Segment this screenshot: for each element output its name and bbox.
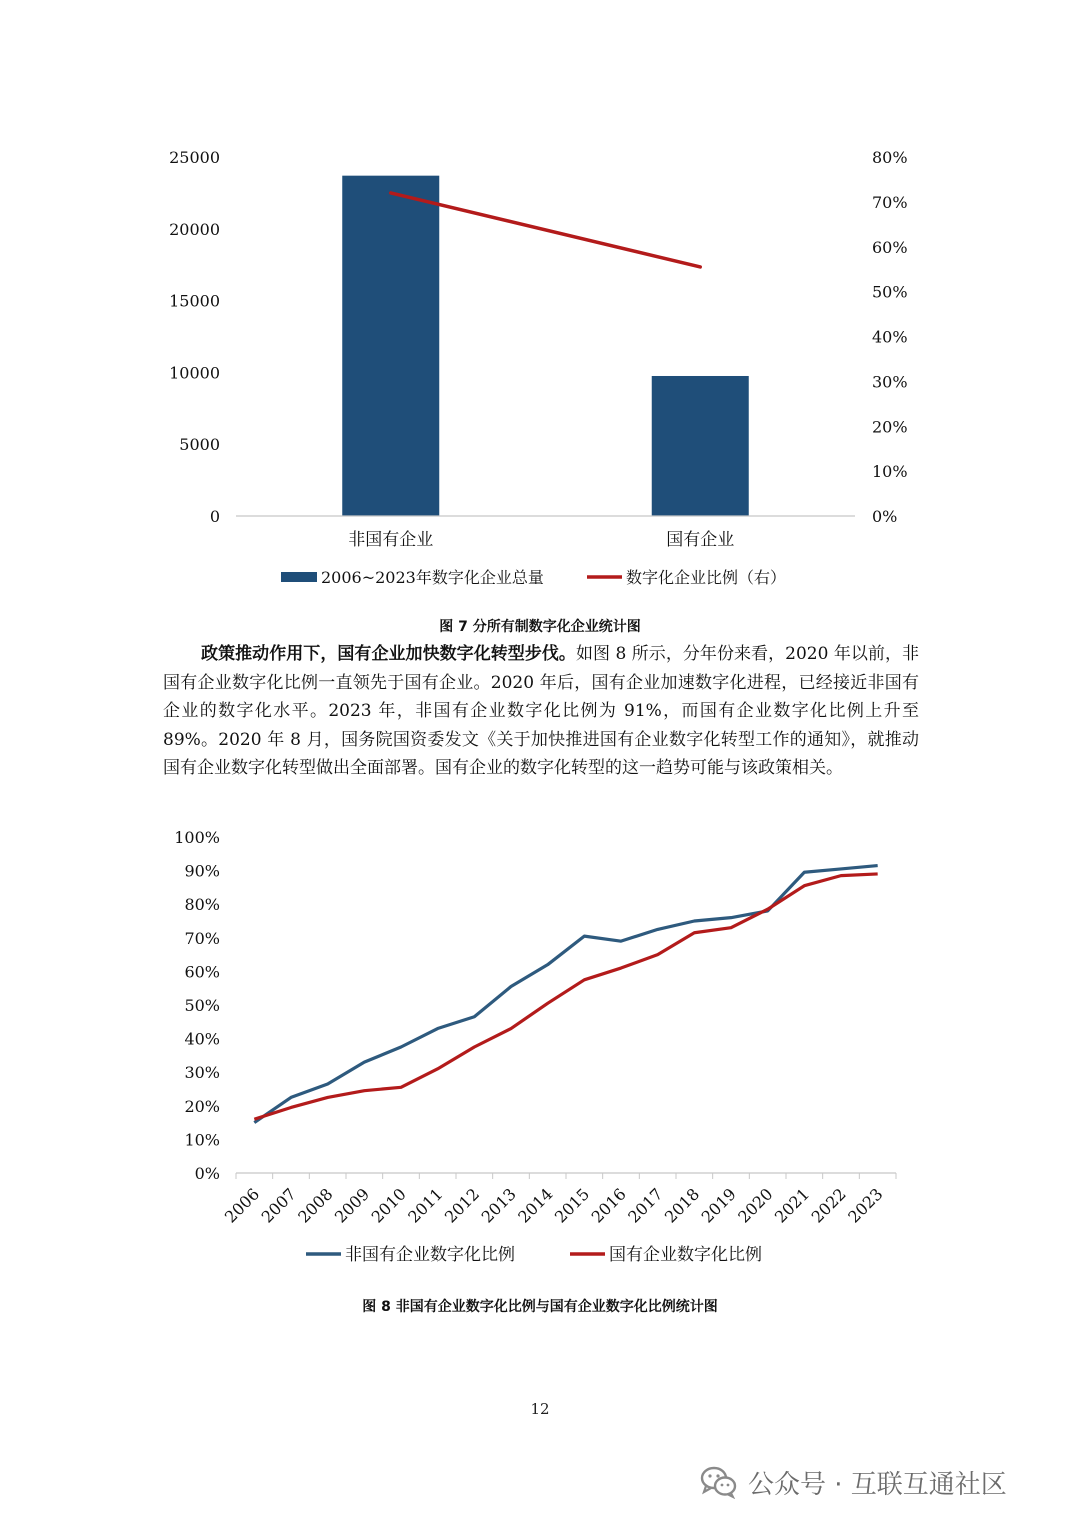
x-tick-label: 2015 <box>550 1184 594 1227</box>
y-tick-label: 60% <box>184 962 220 982</box>
y-tick-label: 20000 <box>169 219 220 239</box>
y-tick-label: 50% <box>184 996 220 1015</box>
y2-tick-label: 30% <box>872 372 908 392</box>
x-tick-label: 2016 <box>587 1184 630 1227</box>
y-tick-label: 30% <box>184 1063 220 1083</box>
watermark-text: 公众号 · 互联互通社区 <box>748 1469 1007 1500</box>
legend-swatch-bar <box>281 572 317 582</box>
y2-tick-label: 0% <box>872 507 898 526</box>
x-tick-label: 国有企业 <box>666 530 735 550</box>
y2-tick-label: 10% <box>872 462 908 482</box>
y-tick-label: 5000 <box>179 435 220 455</box>
y-tick-label: 90% <box>184 861 220 881</box>
y-tick-label: 15000 <box>169 291 220 311</box>
y-tick-label: 40% <box>184 1029 220 1049</box>
figure8-caption: 图 8 非国有企业数字化比例与国有企业数字化比例统计图 <box>362 1299 718 1315</box>
y-tick-label: 100% <box>174 828 220 847</box>
x-tick-label: 2022 <box>807 1184 850 1227</box>
x-tick-label: 非国有企业 <box>348 530 434 550</box>
x-tick-label: 2012 <box>440 1184 484 1227</box>
x-tick-label: 2023 <box>844 1184 887 1227</box>
x-tick-label: 2009 <box>330 1184 374 1227</box>
legend-label: 数字化企业比例（右） <box>626 568 787 587</box>
x-tick-label: 2021 <box>770 1184 814 1227</box>
y2-tick-label: 40% <box>872 327 908 347</box>
x-tick-label: 2014 <box>514 1184 557 1227</box>
x-tick-label: 2008 <box>294 1184 337 1227</box>
legend-label: 非国有企业数字化比例 <box>345 1245 515 1265</box>
legend-label: 国有企业数字化比例 <box>609 1245 762 1265</box>
page-number: 12 <box>530 1400 550 1418</box>
x-tick-label: 2018 <box>660 1184 704 1227</box>
bar <box>652 376 749 516</box>
x-tick-label: 2013 <box>477 1184 520 1227</box>
x-tick-label: 2006 <box>220 1184 264 1227</box>
y-tick-label: 70% <box>184 928 220 948</box>
y2-tick-label: 70% <box>872 192 908 212</box>
y-tick-label: 0 <box>209 507 220 526</box>
x-tick-label: 2017 <box>624 1184 667 1227</box>
figure8-chart <box>0 820 1080 1300</box>
y-tick-label: 10000 <box>169 363 220 383</box>
y2-tick-label: 50% <box>872 282 908 302</box>
x-tick-label: 2007 <box>257 1184 300 1227</box>
figure7-caption: 图 7 分所有制数字化企业统计图 <box>439 619 641 635</box>
x-tick-label: 2019 <box>697 1184 740 1227</box>
y-tick-label: 20% <box>184 1096 220 1116</box>
y-tick-label: 0% <box>194 1164 220 1183</box>
series-line-state <box>254 874 877 1119</box>
watermark <box>700 1462 1007 1502</box>
y-tick-label: 10% <box>184 1130 220 1150</box>
series-line-nonstate <box>254 866 877 1123</box>
y2-tick-label: 80% <box>872 148 908 167</box>
legend-label: 2006~2023年数字化企业总量 <box>321 568 544 587</box>
y-tick-label: 80% <box>184 895 220 915</box>
wechat-icon <box>700 1465 738 1499</box>
paragraph-text: 如图 8 所示，分年份来看，2020 年以前，非国有企业数字化比例一直领先于国有企业。2020 年后，国有企业加速数字化进程，已经接近非国有企业的数字化水平。2023 年，非国有企业数字化比例为 91%，而国有企业数字化比例上升至 89%。2020 年 8 月，国务院国资委发文《关于加快推进国有企业数字化转型工作的通知》，就推动国有企业数字化转型做出全面部署。国有企业的数字化转型的这一趋势可能与该政策相关。 <box>163 644 920 778</box>
x-tick-label: 2020 <box>734 1184 777 1227</box>
y2-tick-label: 60% <box>872 237 908 257</box>
x-tick-label: 2011 <box>404 1184 447 1227</box>
y2-tick-label: 20% <box>872 417 908 437</box>
x-tick-label: 2010 <box>367 1184 410 1227</box>
y-tick-label: 25000 <box>169 148 220 167</box>
body-paragraph <box>163 640 919 783</box>
paragraph-lead: 政策推动作用下，国有企业加快数字化转型步伐。 <box>201 644 576 664</box>
bar <box>342 176 439 516</box>
figure7-chart <box>0 0 1080 600</box>
